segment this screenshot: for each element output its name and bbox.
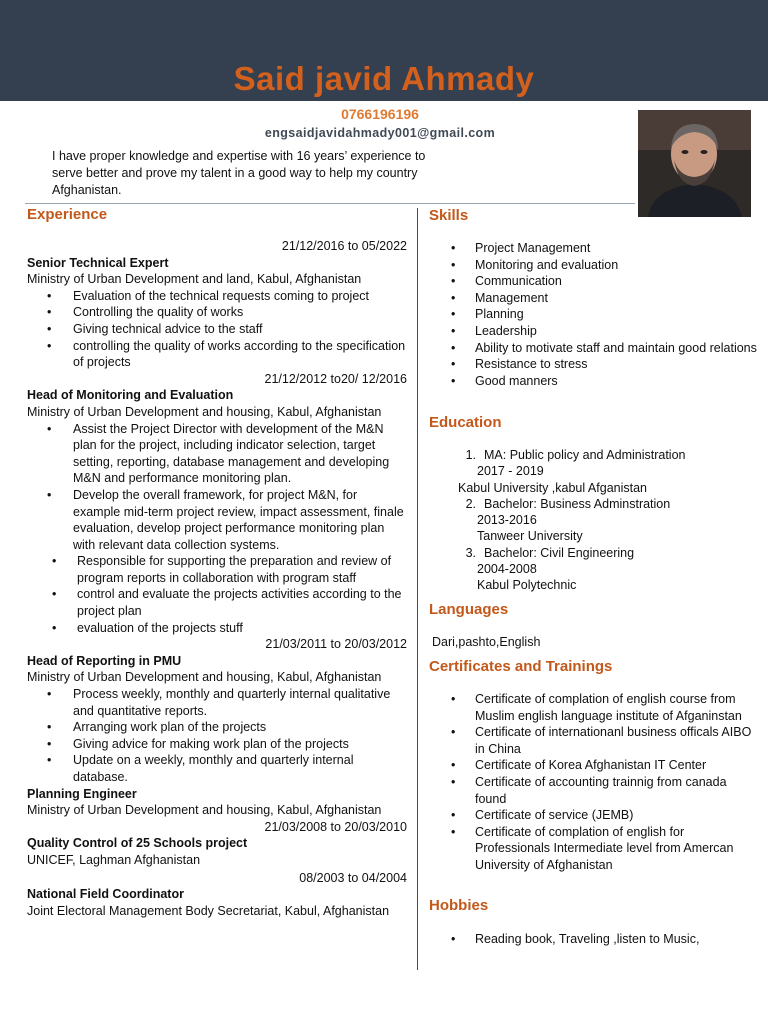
years: 2004-2008 xyxy=(477,562,537,577)
job-date: 21/03/2008 to 20/03/2010 xyxy=(264,819,407,834)
email-address: engsaidjavidahmady001@gmail.com xyxy=(264,126,496,140)
education-item xyxy=(429,496,759,512)
job-title: Quality Control of 25 Schools project xyxy=(27,836,248,851)
job-title: Senior Technical Expert xyxy=(27,255,169,270)
list-item: • Certificate of complation of english course from Muslim english language institute of Afganinstan xyxy=(429,691,759,724)
job-date: 21/03/2011 to 20/03/2012 xyxy=(265,637,407,652)
job-organization: Ministry of Urban Development and land, Kabul, Afghanistan xyxy=(27,272,362,287)
item-number: 2. xyxy=(465,496,476,511)
job-organization: Joint Electoral Management Body Secretariat, Kabul, Afghanistan xyxy=(27,903,390,918)
education-heading: Education xyxy=(429,414,502,431)
profile-summary: I have proper knowledge and expertise with 16 years’ experience to serve better and prove my talent in a good way to help my country Afghanistan. xyxy=(52,149,426,197)
job-organization: Ministry of Urban Development and housing, Kabul, Afghanistan xyxy=(27,404,382,419)
degree: Bachelor: Business Adminstration xyxy=(484,496,671,511)
list-item: • Monitoring and evaluation xyxy=(429,257,759,274)
column-divider xyxy=(417,208,418,970)
item-number: 1. xyxy=(465,448,476,462)
job-organization: UNICEF, Laghman Afghanistan xyxy=(27,852,201,867)
list-item: • Leadership xyxy=(429,323,759,340)
list-item: • Arranging work plan of the projects xyxy=(27,719,407,736)
list-item: • Evaluation of the technical requests coming to project xyxy=(27,288,407,305)
list-item: • control and evaluate the projects activities according to the project plan xyxy=(27,586,407,619)
certificates-list xyxy=(429,691,759,874)
list-item: • Update on a weekly, monthly and quarterly internal database. xyxy=(27,752,407,785)
list-item: • Certificate of complation of english for Professionals Intermediate level from Amercan University of Afghanistan xyxy=(429,824,759,874)
phone-number: 0766196196 xyxy=(341,106,419,122)
list-item: • Controlling the quality of works xyxy=(27,304,407,321)
job-date: 21/12/2016 to 05/2022 xyxy=(281,239,407,253)
job-organization: Ministry of Urban Development and housing, Kabul, Afghanistan xyxy=(27,803,382,818)
job-title: Planning Engineer xyxy=(27,786,137,801)
list-item: • controlling the quality of works according to the specification of projects xyxy=(27,338,407,371)
list-item: • Responsible for supporting the preparation and review of program reports in collaboration with program staff xyxy=(27,553,407,586)
list-item: • Certificate of accounting trainnig from canada found xyxy=(429,774,759,807)
list-item: • Certificate of Korea Afghanistan IT Center xyxy=(429,757,759,774)
list-item: • Certificate of service (JEMB) xyxy=(429,807,759,824)
list-item: • Management xyxy=(429,290,759,307)
skills-list xyxy=(429,240,759,389)
years: 2013-2016 xyxy=(477,513,537,528)
job-title: National Field Coordinator xyxy=(27,887,184,902)
hobbies-list xyxy=(429,931,759,948)
list-item: • Certificate of internationanl business officals AIBO in China xyxy=(429,724,759,757)
school: Kabul Polytechnic xyxy=(477,578,577,593)
school: Kabul University ,kabul Afganistan xyxy=(458,480,647,495)
degree: MA: Public policy and Administration xyxy=(484,448,686,462)
education-item xyxy=(429,545,759,561)
list-item: • Giving technical advice to the staff xyxy=(27,321,407,338)
experience-list xyxy=(27,238,407,919)
list-item: • Assist the Project Director with development of the M&N plan for the project, including indicator selection, target setting, reporting, database management and developing M&N and performance monitoring plan. xyxy=(27,421,407,487)
years: 2017 - 2019 xyxy=(477,464,544,479)
job-duties xyxy=(27,553,407,636)
education-list xyxy=(429,447,759,594)
item-number: 3. xyxy=(465,545,476,560)
job-date: 21/12/2012 to20/ 12/2016 xyxy=(264,371,407,386)
hobbies-heading: Hobbies xyxy=(429,897,489,914)
list-item: • Reading book, Traveling ,listen to Music, xyxy=(429,931,759,948)
education-item xyxy=(429,447,759,463)
header-divider xyxy=(25,203,635,204)
skills-heading: Skills xyxy=(429,207,469,224)
job-date: 08/2003 to 04/2004 xyxy=(299,870,407,885)
person-portrait-icon xyxy=(638,110,751,217)
list-item: • Resistance to stress xyxy=(429,356,759,373)
list-item: • Process weekly, monthly and quarterly internal qualitative and quantitative reports. xyxy=(27,686,407,719)
languages-heading: Languages xyxy=(429,601,509,618)
list-item: • Planning xyxy=(429,306,759,323)
list-item: • Good manners xyxy=(429,373,759,390)
list-item: • Ability to motivate staff and maintain good relations xyxy=(429,340,759,357)
school: Tanweer University xyxy=(477,529,583,544)
job-title: Head of Reporting in PMU xyxy=(27,653,182,668)
candidate-name: Said javid Ahmady xyxy=(233,60,535,97)
degree: Bachelor: Civil Engineering xyxy=(484,545,635,560)
job-duties xyxy=(27,686,407,786)
list-item: • Develop the overall framework, for project M&N, for example mid-term project review, impact assessment, finale evaluation, develop project performance monitoring plan with relevant data collection systems. xyxy=(27,487,407,553)
languages-text: Dari,pashto,English xyxy=(432,635,541,649)
job-duties xyxy=(27,421,407,554)
list-item: • Communication xyxy=(429,273,759,290)
list-item: • Giving advice for making work plan of the projects xyxy=(27,736,407,753)
job-title: Head of Monitoring and Evaluation xyxy=(27,388,234,403)
list-item: • Project Management xyxy=(429,240,759,257)
profile-photo xyxy=(638,110,751,217)
list-item: • evaluation of the projects stuff xyxy=(27,620,407,637)
job-organization: Ministry of Urban Development and housing, Kabul, Afghanistan xyxy=(27,670,382,685)
certificates-heading: Certificates and Trainings xyxy=(429,658,613,675)
experience-heading: Experience xyxy=(27,206,108,223)
job-duties xyxy=(27,288,407,371)
